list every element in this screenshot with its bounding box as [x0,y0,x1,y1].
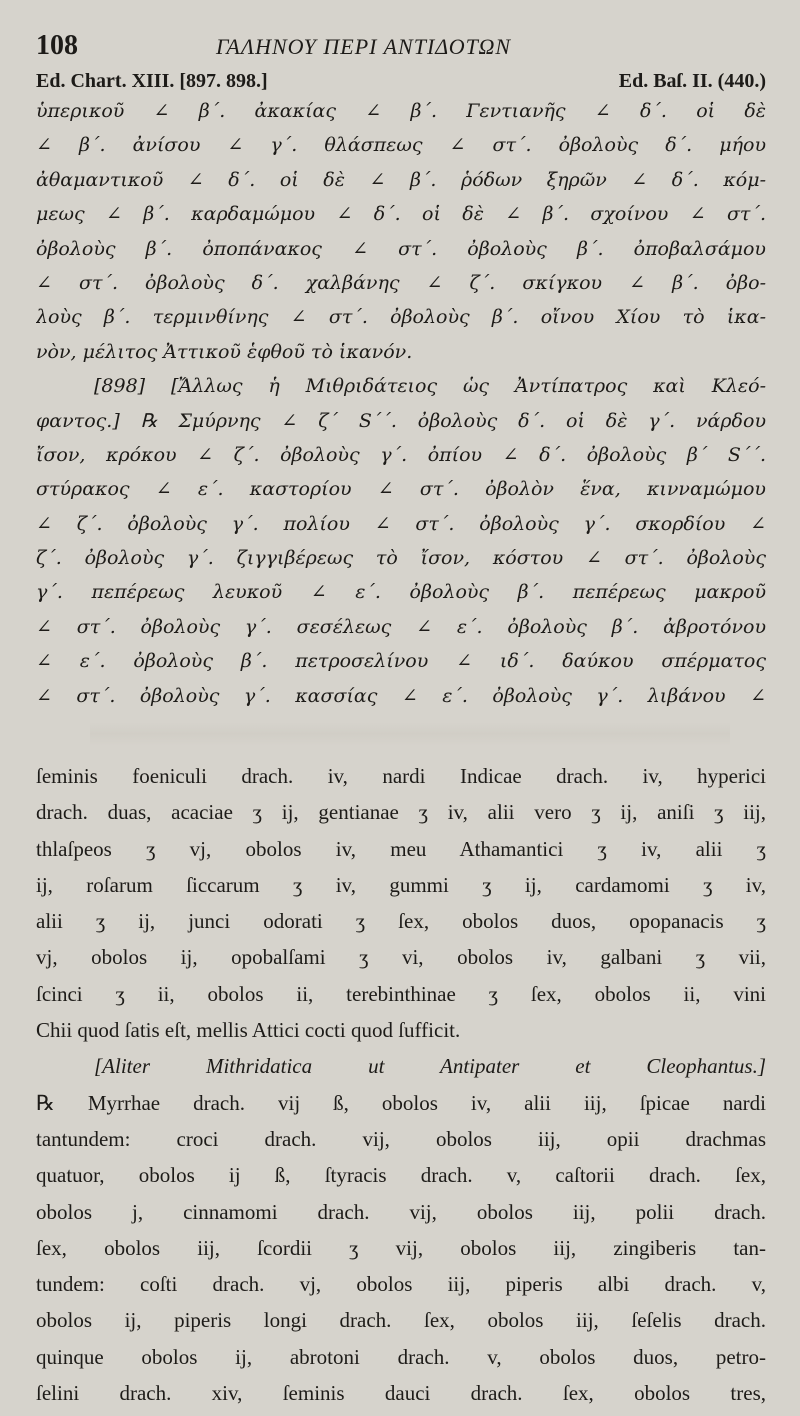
latin-line: ſcinci ʒ ii, obolos ii, terebinthinae ʒ ſex, obolos ii, vini [36,981,766,1006]
greek-line: ∠ στ΄. ὀβολοὺς γ΄. σεσέλεως ∠ ε΄. ὀβολοὺς β΄. ἀβροτόνου [36,615,766,638]
greek-line: λοὺς β΄. τερμινθίνης ∠ στ΄. ὀβολοὺς β΄. οἴνου Χίου τὸ ἱκα- [36,306,766,329]
greek-line: νὸν, μέλιτος Ἀττικοῦ ἑφθοῦ τὸ ἱκανόν. [36,340,413,363]
greek-line: ∠ ζ΄. ὀβολοὺς γ΄. πολίου ∠ στ΄. ὀβολοὺς γ΄. σκορδίου ∠ [36,512,766,535]
latin-line: tantundem: croci drach. vij, obolos iij, opii drachmas [36,1126,766,1151]
greek-line: ∠ ε΄. ὀβολοὺς β΄. πετροσελίνου ∠ ιδ΄. δαύκου σπέρματος [36,650,766,673]
latin-heading-line: [Aliter Mithridatica ut Antipater et Cleophantus.] [94,1054,766,1079]
edition-basel: Ed. Baſ. II. (440.) [618,70,766,92]
greek-line: μεως ∠ β΄. καρδαμώμου ∠ δ΄. οἱ δὲ ∠ β΄. σχοίνου ∠ στ΄. [36,203,766,226]
latin-text-block [36,758,766,1411]
edition-chartier: Ed. Chart. XIII. [897. 898.] [36,70,268,92]
greek-line: ὑπερικοῦ ∠ β΄. ἀκακίας ∠ β΄. Γεντιανῆς ∠ δ΄. οἱ δὲ [36,100,766,122]
greek-heading-line: [898] [Ἄλλως ἡ Μιθριδάτειος ὡς Ἀντίπατρος καὶ Κλεό- [94,375,766,398]
greek-line: ∠ στ΄. ὀβολοὺς γ΄. κασσίας ∠ ε΄. ὀβολοὺς γ΄. λιβάνου ∠ [36,684,766,707]
latin-line: ℞ Myrrhae drach. vij ß, obolos iv, alii iij, ſpicae nardi [36,1090,766,1115]
greek-line: ∠ στ΄. ὀβολοὺς δ΄. χαλβάνης ∠ ζ΄. σκίγκου ∠ β΄. ὀβο- [36,271,766,294]
greek-line: ∠ β΄. ἀνίσου ∠ γ΄. θλάσπεως ∠ στ΄. ὀβολοὺς δ΄. μήου [36,134,766,157]
latin-line: drach. duas, acaciae ʒ ij, gentianae ʒ iv, alii vero ʒ ij, aniſi ʒ iij, [36,800,766,825]
latin-line: tundem: coſti drach. vj, obolos iij, piperis albi drach. v, [36,1272,766,1297]
greek-line: ἀθαμαντικοῦ ∠ δ΄. οἱ δὲ ∠ β΄. ῥόδων ξηρῶν ∠ δ΄. κόμ- [36,168,766,191]
latin-line: ſex, obolos iij, ſcordii ʒ vij, obolos iij, zingiberis tan- [36,1235,766,1260]
greek-line: γ΄. πεπέρεως λευκοῦ ∠ ε΄. ὀβολοὺς β΄. πεπέρεως μακροῦ [36,581,766,604]
page-header [36,30,766,66]
latin-line: ſeminis foeniculi drach. iv, nardi Indicae drach. iv, hyperici [36,764,766,788]
latin-line: vj, obolos ij, opobalſami ʒ vi, obolos iv, galbani ʒ vii, [36,945,766,970]
latin-line: obolos ij, piperis longi drach. ſex, obolos iij, ſeſelis drach. [36,1308,766,1333]
latin-line: quatuor, obolos ij ß, ſtyracis drach. v, caſtorii drach. ſex, [36,1163,766,1188]
greek-line: φαντος.] ℞ Σμύρνης ∠ ζ΄ S΄΄. ὀβολοὺς δ΄. οἱ δὲ γ΄. νάρδου [36,409,766,432]
greek-line: ζ΄. ὀβολοὺς γ΄. ζιγγιβέρεως τὸ ἴσον, κόστου ∠ στ΄. ὀβολοὺς [36,547,766,570]
greek-line: ἴσον, κρόκου ∠ ζ΄. ὀβολοὺς γ΄. ὀπίου ∠ δ΄. ὀβολοὺς β΄ S΄΄. [36,443,766,466]
latin-line: Chii quod ſatis eſt, mellis Attici cocti quod ſufficit. [36,1018,461,1043]
page-number: 108 [36,30,78,61]
greek-text-block [36,94,766,713]
latin-line: thlaſpeos ʒ vj, obolos iv, meu Athamantici ʒ iv, alii ʒ [36,836,766,861]
latin-line: ij, roſarum ſiccarum ʒ iv, gummi ʒ ij, cardamomi ʒ iv, [36,872,766,897]
latin-line: obolos j, cinnamomi drach. vij, obolos iij, polii drach. [36,1199,766,1224]
greek-line: ὀβολοὺς β΄. ὀποπάνακος ∠ στ΄. ὀβολοὺς β΄. ὀποβαλσάμου [36,237,766,260]
latin-line: ſelini drach. xiv, ſeminis dauci drach. ſex, obolos tres, [36,1381,766,1406]
greek-line: στύρακος ∠ ε΄. καστορίου ∠ στ΄. ὀβολὸν ἕνα, κινναμώμου [36,478,766,501]
latin-line: quinque obolos ij, abrotoni drach. v, obolos duos, petro- [36,1344,766,1369]
show-through-shadow [90,722,730,746]
running-title: ΓΑΛΗΝΟΥ ΠΕΡΙ ΑΝΤΙΔΟΤΩΝ [216,34,512,59]
latin-line: alii ʒ ij, junci odorati ʒ ſex, obolos duos, opopanacis ʒ [36,909,766,934]
